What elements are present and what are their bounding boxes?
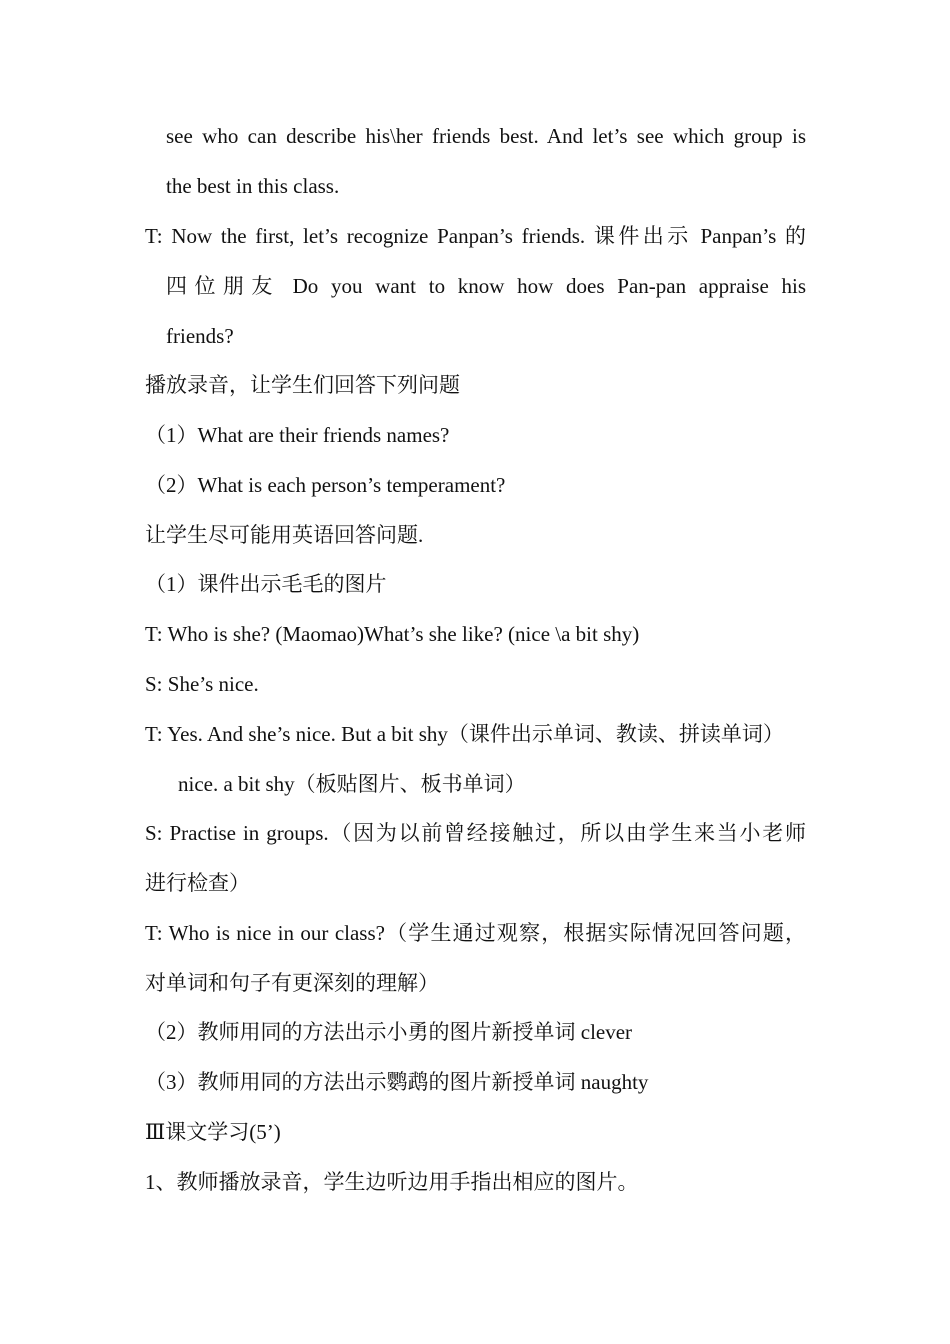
text-line-8: （2）What is each person’s temperament? [145,473,506,497]
text-line-11: T: Who is she? (Maomao)What’s she like? (nice \a bit shy) [145,622,640,646]
text-line-5: friends? [166,324,234,348]
text-line-22: 1、教师播放录音，学生边听边用手指出相应的图片。 [145,1170,639,1194]
text-line-4: 四位朋友 Do you want to know how does Pan-pan appraise his [166,274,806,298]
text-line-12: S: She’s nice. [145,672,259,696]
text-line-14: nice. a bit shy（板贴图片、板书单词） [178,772,526,796]
text-line-3: T: Now the first, let’s recognize Panpan’s friends. 课件出示 Panpan’s 的 [145,224,806,248]
text-line-19: （2）教师用同的方法出示小勇的图片新授单词 clever [145,1020,633,1044]
text-line-18: 对单词和句子有更深刻的理解） [145,971,439,995]
text-line-9: 让学生尽可能用英语回答问题. [145,523,424,547]
text-line-1: see who can describe his\her friends best. And let’s see which group is [166,124,806,148]
text-line-20: （3）教师用同的方法出示鹦鹉的图片新授单词 naughty [145,1070,649,1094]
text-line-6: 播放录音，让学生们回答下列问题 [145,373,460,397]
text-line-7: （1）What are their friends names? [145,423,450,447]
text-line-13: T: Yes. And she’s nice. But a bit shy（课件出示单词、教读、拼读单词） [145,722,784,746]
text-line-15: S: Practise in groups.（因为以前曾经接触过，所以由学生来当小老师 [145,821,806,845]
text-line-16: 进行检查） [145,871,250,895]
text-line-21: Ⅲ课文学习(5’) [145,1120,281,1144]
text-line-17: T: Who is nice in our class?（学生通过观察，根据实际情况回答问题， [145,921,806,945]
text-line-2: the best in this class. [166,174,340,198]
text-line-10: （1）课件出示毛毛的图片 [145,572,387,596]
